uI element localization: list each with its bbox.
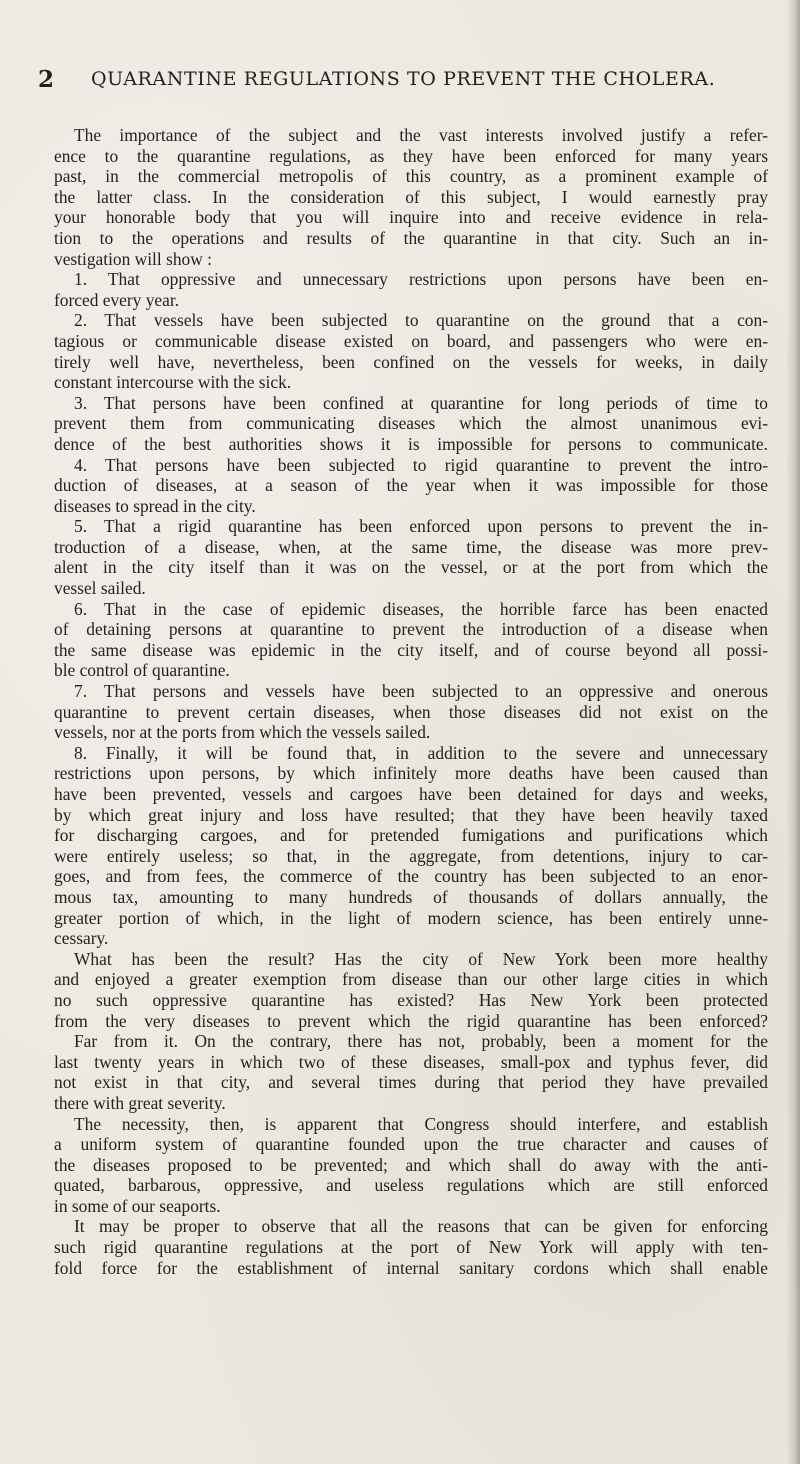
text-line: vessel sailed. <box>54 578 146 599</box>
text-line: by which great injury and loss have resulted; that they have been heavily taxed <box>54 804 768 825</box>
text-line: ble control of quarantine. <box>54 660 230 681</box>
text-line: the diseases proposed to be prevented; and which shall do away with the anti- <box>54 1154 768 1175</box>
text-line: goes, and from fees, the commerce of the country has been subjected to an enor- <box>54 866 768 887</box>
text-line: vessels, nor at the ports from which the vessels sailed. <box>54 722 431 743</box>
text-line: duction of diseases, at a season of the year when it was impossible for those <box>54 475 768 496</box>
text-line: from the very diseases to prevent which the rigid quarantine has been enforced? <box>54 1010 768 1031</box>
text-line: there with great severity. <box>54 1092 226 1113</box>
text-line: a uniform system of quarantine founded upon the true character and causes of <box>54 1134 768 1155</box>
text-line: ence to the quarantine regulations, as they have been enforced for many years <box>54 145 768 166</box>
page-header <box>38 66 776 96</box>
text-line: constant intercourse with the sick. <box>54 372 292 393</box>
text-line: vestigation will show : <box>54 248 212 269</box>
text-line: have been prevented, vessels and cargoes have been detained for days and weeks, <box>54 784 768 804</box>
text-line: restrictions upon persons, by which infinitely more deaths have been caused than <box>54 763 768 784</box>
text-line: diseases to spread in the city. <box>54 495 256 516</box>
text-line: no such oppressive quarantine has existed? Has New York been protected <box>54 989 768 1010</box>
text-line: troduction of a disease, when, at the same time, the disease was more prev- <box>54 536 768 557</box>
body-text <box>54 125 768 1278</box>
text-line: mous tax, amounting to many hundreds of thousands of dollars annually, the <box>54 886 768 907</box>
text-line: It may be proper to observe that all the reasons that can be given for enforcing <box>74 1216 768 1237</box>
text-line: for discharging cargoes, and for pretended fumigations and purifications which <box>54 825 768 846</box>
text-line: not exist in that city, and several times during that period they have prevailed <box>54 1072 768 1093</box>
running-title: QUARANTINE REGULATIONS TO PREVENT THE CHOLERA. <box>91 68 716 90</box>
text-line: 5. That a rigid quarantine has been enforced upon persons to prevent the in- <box>74 516 768 537</box>
text-line: forced every year. <box>54 289 180 310</box>
text-line: your honorable body that you will inquire into and receive evidence in rela- <box>54 207 768 228</box>
text-line: quated, barbarous, oppressive, and useless regulations which are still enforced <box>54 1175 768 1196</box>
text-line: the same disease was epidemic in the city itself, and of course beyond all possi- <box>54 639 768 660</box>
text-line: 8. Finally, it will be found that, in addition to the severe and unnecessary <box>74 742 768 763</box>
text-line: prevent them from communicating diseases which the almost unanimous evi- <box>54 413 768 434</box>
text-line: Far from it. On the contrary, there has not, probably, been a moment for the <box>74 1031 768 1052</box>
text-line: cessary. <box>54 928 109 949</box>
text-line: the latter class. In the consideration of this subject, I would earnestly pray <box>54 186 768 207</box>
text-line: fold force for the establishment of internal sanitary cordons which shall enable <box>54 1257 768 1278</box>
text-line: The importance of the subject and the vast interests involved justify a refer- <box>74 125 768 145</box>
text-line: The necessity, then, is apparent that Congress should interfere, and establish <box>74 1113 768 1134</box>
text-line: greater portion of which, in the light of modern science, has been entirely unne- <box>54 907 768 928</box>
text-line: last twenty years in which two of these diseases, small-pox and typhus fever, did <box>54 1051 768 1072</box>
text-line: were entirely useless; so that, in the aggregate, from detentions, injury to car- <box>54 845 768 866</box>
text-line: dence of the best authorities shows it is impossible for persons to communicate. <box>54 433 768 454</box>
text-line: 6. That in the case of epidemic diseases, the horrible farce has been enacted <box>74 598 768 619</box>
page-edge-shadow <box>786 0 800 1464</box>
text-line: tion to the operations and results of the quarantine in that city. Such an in- <box>54 227 768 248</box>
text-line: 4. That persons have been subjected to rigid quarantine to prevent the intro- <box>74 454 768 475</box>
text-line: 3. That persons have been confined at quarantine for long periods of time to <box>74 392 768 413</box>
text-line: tagious or communicable disease existed on board, and passengers who were en- <box>54 330 768 351</box>
page-number: 2 <box>38 66 55 93</box>
text-line: such rigid quarantine regulations at the port of New York will apply with ten- <box>54 1237 768 1258</box>
text-line: past, in the commercial metropolis of this country, as a prominent example of <box>54 166 768 187</box>
text-line: alent in the city itself than it was on the vessel, or at the port from which the <box>54 557 768 578</box>
text-line: 7. That persons and vessels have been subjected to an oppressive and onerous <box>74 681 768 702</box>
text-line: 2. That vessels have been subjected to quarantine on the ground that a con- <box>74 310 768 331</box>
text-line: in some of our seaports. <box>54 1195 221 1216</box>
text-line: quarantine to prevent certain diseases, when those diseases did not exist on the <box>54 701 768 722</box>
text-line: What has been the result? Has the city of New York been more healthy <box>74 948 768 969</box>
text-line: of detaining persons at quarantine to prevent the introduction of a disease when <box>54 619 768 640</box>
text-line: tirely well have, nevertheless, been confined on the vessels for weeks, in daily <box>54 351 768 372</box>
text-line: 1. That oppressive and unnecessary restrictions upon persons have been en- <box>74 269 768 290</box>
text-line: and enjoyed a greater exemption from disease than our other large cities in which <box>54 969 768 990</box>
